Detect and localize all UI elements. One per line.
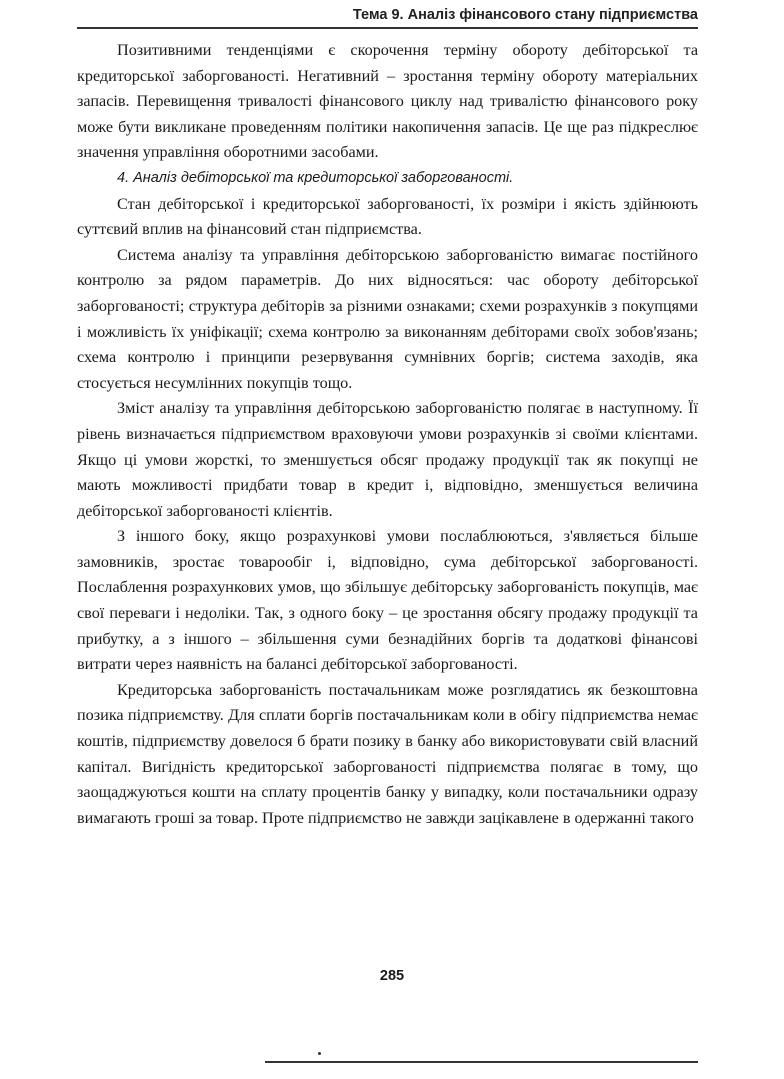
scan-speck bbox=[318, 1052, 321, 1055]
paragraph-system: Система аналізу та управління дебіторською заборгованістю вимагає постійного контролю за рядом параметрів. До них відносяться: час обороту дебіторської заборгованості; структура дебіторів за різними ознаками; схеми розрахунків з покупцями і можливість їх уніфікації; схема контролю за виконанням дебіторами своїх зобов'язань; схема контролю і принципи резервування сумнівних боргів; система заходів, яка стосується несумлінних покупців тощо. bbox=[77, 245, 698, 392]
bottom-rule bbox=[265, 1061, 698, 1063]
header-rule bbox=[77, 27, 698, 29]
section-heading: 4. Аналіз дебіторської та кредиторської заборгованості. bbox=[117, 169, 514, 186]
running-header: Тема 9. Аналіз фінансового стану підприємства bbox=[352, 7, 698, 23]
page-number: 285 bbox=[379, 968, 405, 984]
paragraph-content: Зміст аналізу та управління дебіторською заборгованістю полягає в наступному. Її рівень визначається підприємством враховуючи умови розрахунків зі своїми клієнтами. Якщо ці умови жорсткі, то зменшується обсяг продажу продукції так як покупці не мають можливості придбати товар в кредит і, відповідно, зменшується величина дебіторської заборгованості клієнтів. bbox=[77, 399, 698, 520]
paragraph-other-side: З іншого боку, якщо розрахункові умови послаблюються, з'являється більше замовників, зростає товарообіг і, відповідно, сума дебіторської заборгованості. Послаблення розрахункових умов, що збільшує дебіторську заборгованість покупців, має свої переваги і недоліки. Так, з одного боку – це зростання обсягу продажу продукції та прибутку, а з іншого – збільшення суми безнадійних боргів та додаткові фінансові витрати через наявність на балансі дебіторської заборгованості. bbox=[77, 527, 698, 674]
paragraph-state: Стан дебіторської і кредиторської заборгованості, їх розміри і якість здійнюють суттєвий вплив на фінансовий стан підприємства. bbox=[77, 194, 698, 239]
paragraph-creditor: Кредиторська заборгованість постачальникам може розглядатись як безкоштовна позика підприємству. Для сплати боргів постачальникам коли в обігу підприємства немає коштів, підприємству довелося б брати позику в банку або використовувати свій власний капітал. Вигідність кредиторської заборгованості підприємства полягає в тому, що заощаджуються кошти на сплату процентів банку у випадку, коли постачальники одразу вимагають гроші за товар. Проте підприємство не завжди зацікавлене в одержанні такого bbox=[77, 680, 698, 827]
paragraph-trends: Позитивними тенденціями є скорочення терміну обороту дебіторської та кредиторської заборгованості. Негативний – зростання терміну обороту матеріальних запасів. Перевищення тривалості фінансового циклу над тривалістю фінансового року може бути викликане проведенням політики накопичення запасів. Це ще раз підкреслює значення управління оборотними засобами. bbox=[77, 41, 698, 162]
page-body bbox=[77, 38, 698, 831]
